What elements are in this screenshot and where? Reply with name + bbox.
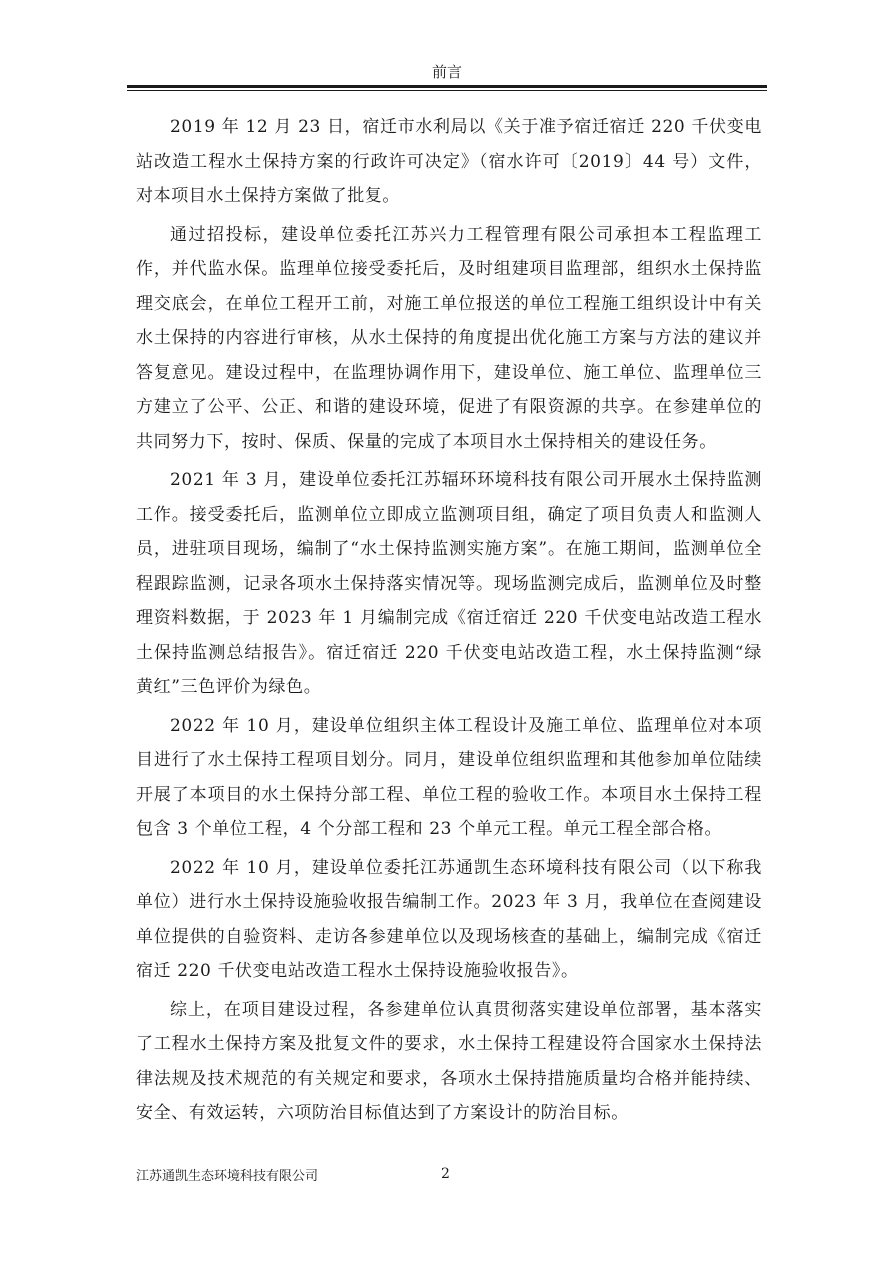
paragraph-approval: 2019 年 12 月 23 日，宿迁市水利局以《关于准予宿迁宿迁 220 千伏变电站改造工程水土保持方案的行政许可决定》（宿水许可〔2019〕44 号）文件，对本项目水土保持方案做了批复。	[136, 117, 762, 206]
paragraph-acceptance-report: 2022 年 10 月，建设单位委托江苏通凯生态环境科技有限公司（以下称我单位）进行水土保持设施验收报告编制工作。2023 年 3 月，我单位在查阅建设单位提供的自验资料、走访各参建单位以及现场核查的基础上，编制完成《宿迁宿迁 220 千伏变电站改造工程水土保持设施验收报告》。	[136, 857, 762, 981]
header-rule-thick	[127, 85, 767, 88]
paragraph-supervision: 通过招投标，建设单位委托江苏兴力工程管理有限公司承担本工程监理工作，并代监水保。监理单位接受委托后，及时组建项目监理部，组织水土保持监理交底会，在单位工程开工前，对施工单位报送的单位工程施工组织设计中有关水土保持的内容进行审核，从水土保持的角度提出优化施工方案与方法的建议并答复意见。建设过程中，在监理协调作用下，建设单位、施工单位、监理单位三方建立了公平、公正、和谐的建设环境，促进了有限资源的共享。在参建单位的共同努力下，按时、保质、保量的完成了本项目水土保持相关的建设任务。	[136, 224, 762, 452]
paragraph-summary: 综上，在项目建设过程，各参建单位认真贯彻落实建设单位部署，基本落实了工程水土保持方案及批复文件的要求，水土保持工程建设符合国家水土保持法律法规及技术规范的有关规定和要求，各项水土保持措施质量均合格并能持续、安全、有效运转，六项防治目标值达到了方案设计的防治目标。	[136, 999, 762, 1123]
footer-company: 江苏通凯生态环境科技有限公司	[136, 1169, 319, 1184]
paragraph-project-division: 2022 年 10 月，建设单位组织主体工程设计及施工单位、监理单位对本项目进行了水土保持工程项目划分。同月，建设单位组织监理和其他参加单位陆续开展了本项目的水土保持分部工程、单位工程的验收工作。本项目水土保持工程包含 3 个单位工程，4 个分部工程和 23 个单元工程。单元工程全部合格。	[136, 715, 762, 839]
paragraph-monitoring: 2021 年 3 月，建设单位委托江苏辐环环境科技有限公司开展水土保持监测工作。接受委托后，监测单位立即成立监测项目组，确定了项目负责人和监测人员，进驻项目现场，编制了“水土保持监测实施方案”。在施工期间，监测单位全程跟踪监测，记录各项水土保持落实情况等。现场监测完成后，监测单位及时整理资料数据，于 2023 年 1 月编制完成《宿迁宿迁 220 千伏变电站改造工程水土保持监测总结报告》。宿迁宿迁 220 千伏变电站改造工程，水土保持监测“绿黄红”三色评价为绿色。	[136, 470, 762, 697]
page-header-title: 前言	[431, 63, 462, 81]
body-text	[136, 110, 762, 1135]
header-rule-thin	[127, 90, 767, 91]
page-number: 2	[441, 1166, 450, 1182]
